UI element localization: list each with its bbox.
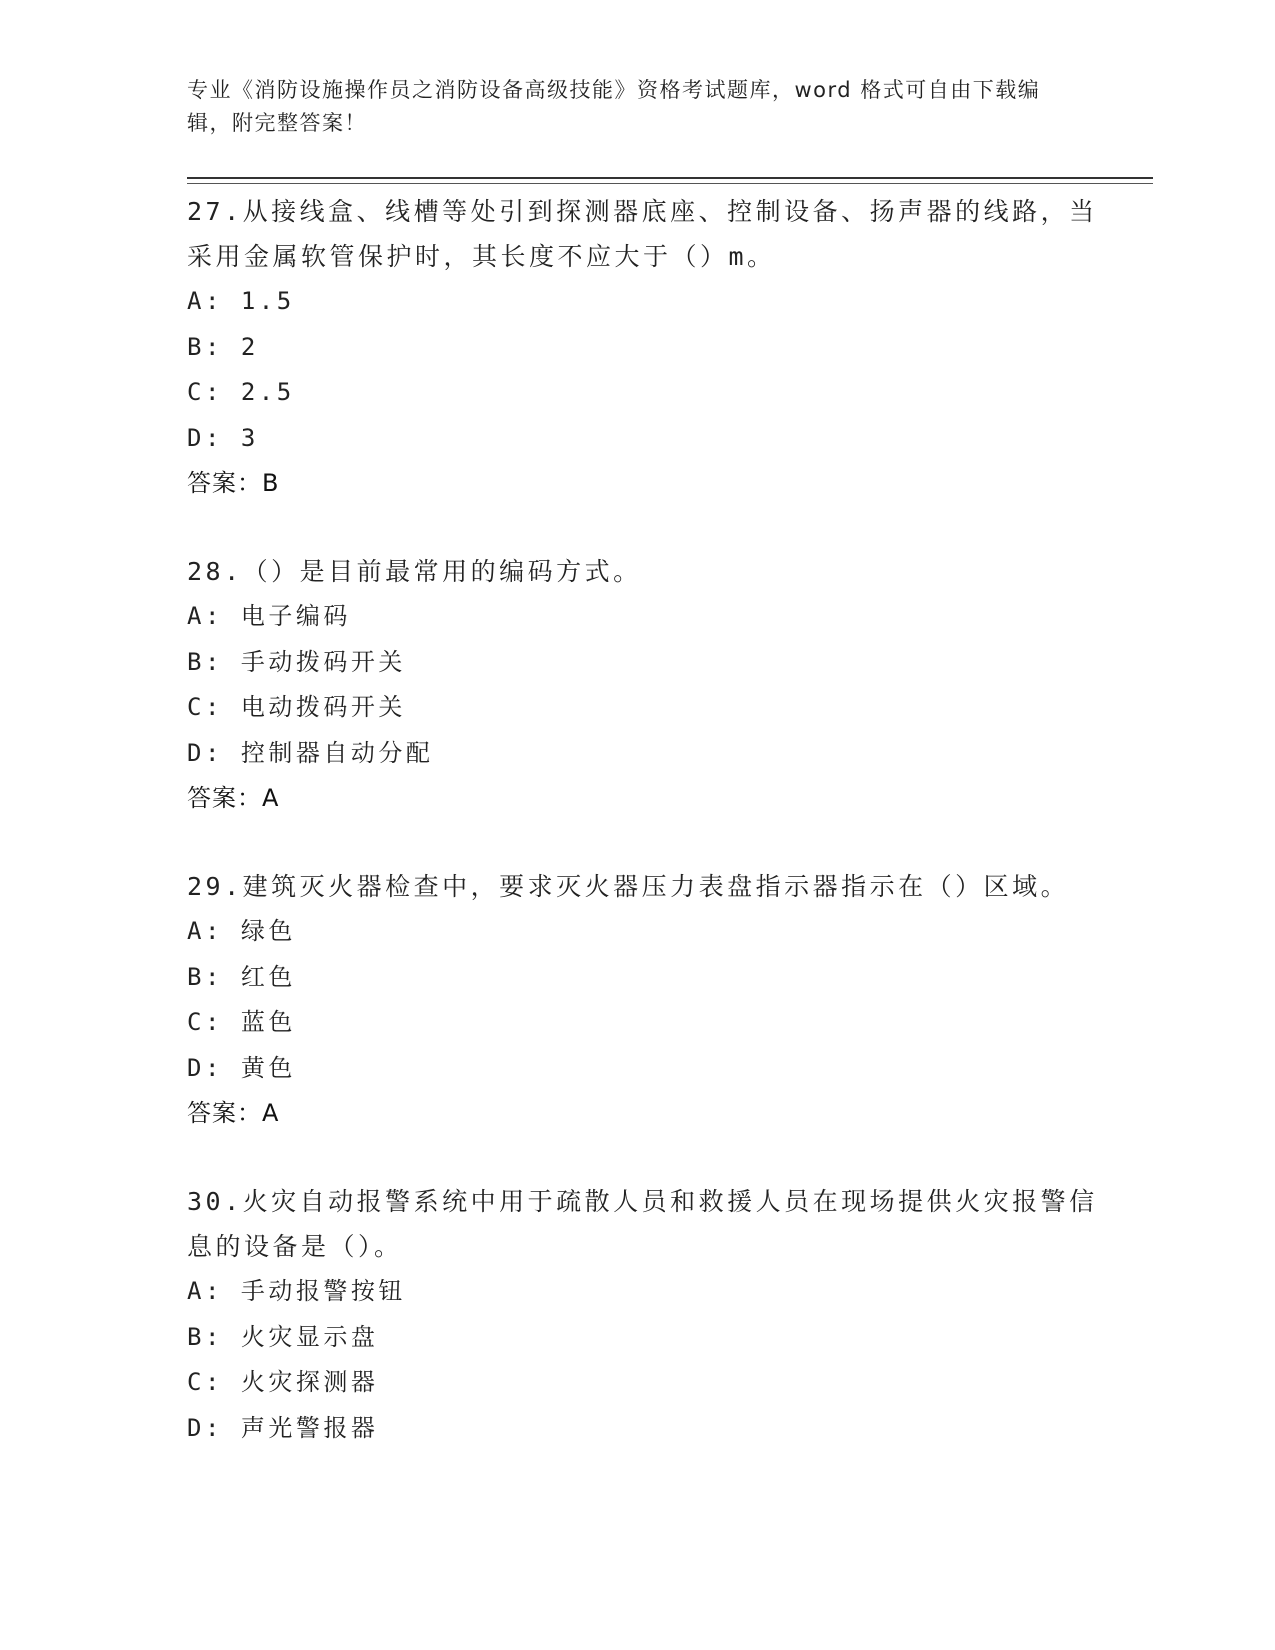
option-d: D: 控制器自动分配: [187, 738, 434, 767]
question-27: [187, 189, 1107, 506]
answer-line: 答案：A: [187, 1099, 280, 1127]
question-30: [187, 1179, 1107, 1451]
option-c: C: 蓝色: [187, 1008, 296, 1036]
option-d: D: 黄色: [187, 1053, 296, 1082]
question-stem: 29.建筑灭火器检查中，要求灭火器压力表盘指示器指示在（）区域。: [187, 872, 1070, 901]
option-a: A: 电子编码: [187, 602, 351, 630]
question-29: [187, 864, 1107, 1136]
answer-line: 答案：B: [187, 469, 280, 497]
option-b: B: 手动拨码开关: [187, 647, 406, 676]
option-b: B: 火灾显示盘: [187, 1322, 379, 1351]
header-note: 专业《消防设施操作员之消防设备高级技能》资格考试题库，word 格式可自由下载编辑，附完整答案！: [187, 78, 1041, 135]
option-c: C: 2.5: [187, 378, 295, 406]
question-28: [187, 549, 1107, 821]
option-c: C: 电动拨码开关: [187, 693, 406, 721]
option-a: A: 手动报警按钮: [187, 1277, 406, 1305]
option-b: B: 2: [187, 332, 259, 361]
option-a: A: 绿色: [187, 917, 296, 945]
question-stem: 27.从接线盒、线槽等处引到探测器底座、控制设备、扬声器的线路，当采用金属软管保护时，其长度不应大于（）m。: [187, 197, 1098, 271]
option-d: D: 3: [187, 423, 259, 452]
question-list: [187, 189, 1107, 1494]
question-stem: 30.火灾自动报警系统中用于疏散人员和救援人员在现场提供火灾报警信息的设备是（）。: [187, 1187, 1098, 1261]
option-a: A: 1.5: [187, 287, 295, 315]
question-stem: 28.（）是目前最常用的编码方式。: [187, 557, 642, 586]
option-b: B: 红色: [187, 962, 296, 991]
option-d: D: 声光警报器: [187, 1413, 379, 1442]
header-divider-thick: [187, 177, 1153, 179]
answer-line: 答案：A: [187, 784, 280, 812]
option-c: C: 火灾探测器: [187, 1368, 379, 1396]
header-divider-thin: [187, 183, 1153, 184]
